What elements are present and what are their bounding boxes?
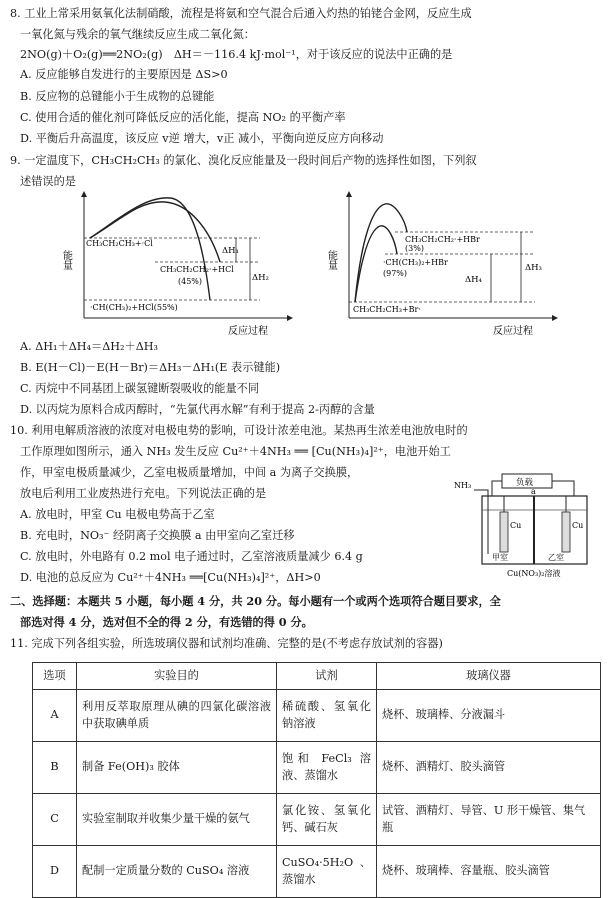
header-glassware: 玻璃仪器 bbox=[377, 663, 601, 690]
q8-stem-line1: 8. 工业上常采用氨氧化法制硝酸，流程是将氨和空气混合后通入灼热的铂铑合金网，反应生成 bbox=[10, 7, 472, 20]
nh3-label: NH₃ bbox=[454, 481, 472, 490]
q8-option-a: A. 反应能够自发进行的主要原因是 ΔS>0 bbox=[20, 68, 228, 81]
load-label: 负载 bbox=[516, 478, 534, 488]
q10-battery-diagram bbox=[452, 470, 610, 580]
right-primary-pct: (3%) bbox=[405, 244, 424, 253]
room-1-label: 甲室 bbox=[492, 553, 508, 562]
row-glassware: 烧杯、玻璃棒、分液漏斗 bbox=[377, 690, 601, 742]
curve-primary bbox=[355, 204, 407, 302]
q10-option-b: B. 充电时，NO₃⁻ 经阴离子交换膜 a 由甲室向乙室迁移 bbox=[20, 529, 295, 542]
right-secondary-pct: (97%) bbox=[383, 269, 408, 278]
q8-option-b: B. 反应物的总键能小于生成物的总键能 bbox=[20, 90, 215, 103]
y-axis-label: 能量 bbox=[325, 250, 337, 270]
table-row bbox=[33, 846, 601, 898]
q8-stem-line2: 一氧化氮与残余的氧气继续反应生成二氧化氮： bbox=[20, 28, 255, 41]
q10-stem-line4: 放电后利用工业废热进行充电。下列说法正确的是 bbox=[20, 487, 267, 500]
x-axis-label: 反应过程 bbox=[493, 326, 533, 337]
row-goal: 实验室制取并收集少量干燥的氨气 bbox=[77, 794, 277, 846]
q9-stem-line2: 述错误的是 bbox=[20, 175, 76, 188]
cu-left-label: Cu bbox=[510, 521, 522, 530]
cu-right-label: Cu bbox=[572, 521, 584, 530]
left-reactant-label: CH₃CH₂CH₃+·Cl bbox=[86, 239, 153, 248]
q10-stem-line2: 工作原理如图所示，通入 NH₃ 发生反应 Cu²⁺＋4NH₃ ══ [Cu(NH₃)₄]²⁺，电池开始工 bbox=[20, 445, 451, 458]
q10-option-c: C. 放电时，外电路有 0.2 mol 电子通过时，乙室溶液质量减少 6.4 g bbox=[20, 550, 363, 563]
cu-electrode-left bbox=[500, 512, 508, 552]
q8-option-d: D. 平衡后升高温度，该反应 v逆 增大，v正 减小，平衡向逆反应方向移动 bbox=[20, 132, 384, 145]
q9-option-a: A. ΔH₁＋ΔH₄＝ΔH₂＋ΔH₃ bbox=[20, 340, 159, 353]
q9-chlorination-diagram bbox=[60, 190, 300, 340]
row-reagent: CuSO₄·5H₂O、蒸馏水 bbox=[277, 846, 377, 898]
row-goal: 配制一定质量分数的 CuSO₄ 溶液 bbox=[77, 846, 277, 898]
section-2-line1: 二、选择题：本题共 5 小题，每小题 4 分，共 20 分。每小题有一个或两个选项符合题目要求，全 bbox=[10, 594, 501, 608]
row-reagent: 饱和 FeCl₃ 溶液、蒸馏水 bbox=[277, 742, 377, 794]
q8-equation: 2NO(g)＋O₂(g)══2NO₂(g) ΔH＝－116.4 kJ·mol⁻¹，对于该反应的说法中正确的是 bbox=[20, 48, 453, 61]
row-goal: 制备 Fe(OH)₃ 胶体 bbox=[77, 742, 277, 794]
row-option: A bbox=[33, 690, 77, 742]
row-option: D bbox=[33, 846, 77, 898]
table-row bbox=[33, 690, 601, 742]
q10-stem-line3: 作，甲室电极质量减少，乙室电极质量增加，中间 a 为离子交换膜， bbox=[20, 466, 359, 479]
right-primary-product: CH₃CH₂CH₂·+HBr bbox=[405, 235, 480, 244]
q11-stem: 11. 完成下列各组实验，所选玻璃仪器和试剂均准确、完整的是(不考虑存放试剂的容器) bbox=[10, 637, 443, 650]
header-reagent: 试剂 bbox=[277, 663, 377, 690]
q10-stem-line1: 10. 利用电解质溶液的浓度对电极电势的影响，可设计浓差电池。某热再生浓差电池放电时的 bbox=[10, 424, 468, 437]
q9-option-b: B. E(H－Cl)－E(H－Br)＝ΔH₃－ΔH₁(E 表示键能) bbox=[20, 361, 281, 374]
nh3-inlet-tube bbox=[474, 490, 488, 554]
q9-option-c: C. 丙烷中不同基团上碳氢键断裂吸收的能量不同 bbox=[20, 382, 260, 395]
cu-electrode-right bbox=[562, 512, 570, 552]
left-primary-product: CH₃CH₂CH₂·+HCl bbox=[160, 265, 234, 274]
curve-primary bbox=[90, 202, 220, 262]
header-goal: 实验目的 bbox=[77, 663, 277, 690]
q9-stem-line1: 9. 一定温度下，CH₃CH₂CH₃ 的氯化、溴化反应能量及一段时间后产物的选择性如图，下列叙 bbox=[10, 154, 477, 167]
dh2-label: ΔH₂ bbox=[252, 273, 269, 283]
q11-table bbox=[32, 662, 601, 898]
q8-option-c: C. 使用合适的催化剂可降低反应的活化能，提高 NO₂ 的平衡产率 bbox=[20, 111, 346, 124]
table-row bbox=[33, 742, 601, 794]
dh1-label: ΔH₁ bbox=[222, 246, 239, 256]
solution-label: Cu(NO₃)₂溶液 bbox=[507, 569, 561, 578]
section-2-line2: 部选对得 4 分，选对但不全的得 2 分，有选错的得 0 分。 bbox=[20, 615, 313, 629]
q10-option-a: A. 放电时，甲室 Cu 电极电势高于乙室 bbox=[20, 508, 215, 521]
row-option: B bbox=[33, 742, 77, 794]
q9-option-d: D. 以丙烷为原料合成丙醇时，“先氯代再水解”有利于提高 2-丙醇的含量 bbox=[20, 403, 375, 416]
row-option: C bbox=[33, 794, 77, 846]
table-header-row bbox=[33, 663, 601, 690]
x-axis-label: 反应过程 bbox=[228, 326, 268, 337]
row-glassware: 试管、酒精灯、导管、U 形干燥管、集气瓶 bbox=[377, 794, 601, 846]
left-secondary-product: ·CH(CH₃)₂+HCl(55%) bbox=[90, 303, 178, 312]
row-reagent: 氯化铵、氢氧化钙、碱石灰 bbox=[277, 794, 377, 846]
row-reagent: 稀硫酸、氢氧化钠溶液 bbox=[277, 690, 377, 742]
dh4-label: ΔH₄ bbox=[465, 275, 482, 285]
right-secondary-product: ·CH(CH₃)₂+HBr bbox=[383, 258, 448, 267]
membrane-label: a bbox=[531, 487, 536, 496]
q10-option-d: D. 电池的总反应为 Cu²⁺＋4NH₃ ══[Cu(NH₃)₄]²⁺，ΔH>0 bbox=[20, 571, 321, 584]
header-option: 选项 bbox=[33, 663, 77, 690]
row-glassware: 烧杯、酒精灯、胶头滴管 bbox=[377, 742, 601, 794]
row-glassware: 烧杯、玻璃棒、容量瓶、胶头滴管 bbox=[377, 846, 601, 898]
dh3-label: ΔH₃ bbox=[525, 263, 542, 273]
left-primary-pct: (45%) bbox=[178, 277, 203, 286]
q9-bromination-diagram bbox=[325, 190, 565, 340]
row-goal: 利用反萃取原理从碘的四氯化碳溶液中获取碘单质 bbox=[77, 690, 277, 742]
table-row bbox=[33, 794, 601, 846]
y-axis-label: 能量 bbox=[60, 250, 72, 270]
right-reactant-label: CH₃CH₂CH₃+Br· bbox=[353, 305, 421, 314]
room-2-label: 乙室 bbox=[548, 553, 564, 562]
